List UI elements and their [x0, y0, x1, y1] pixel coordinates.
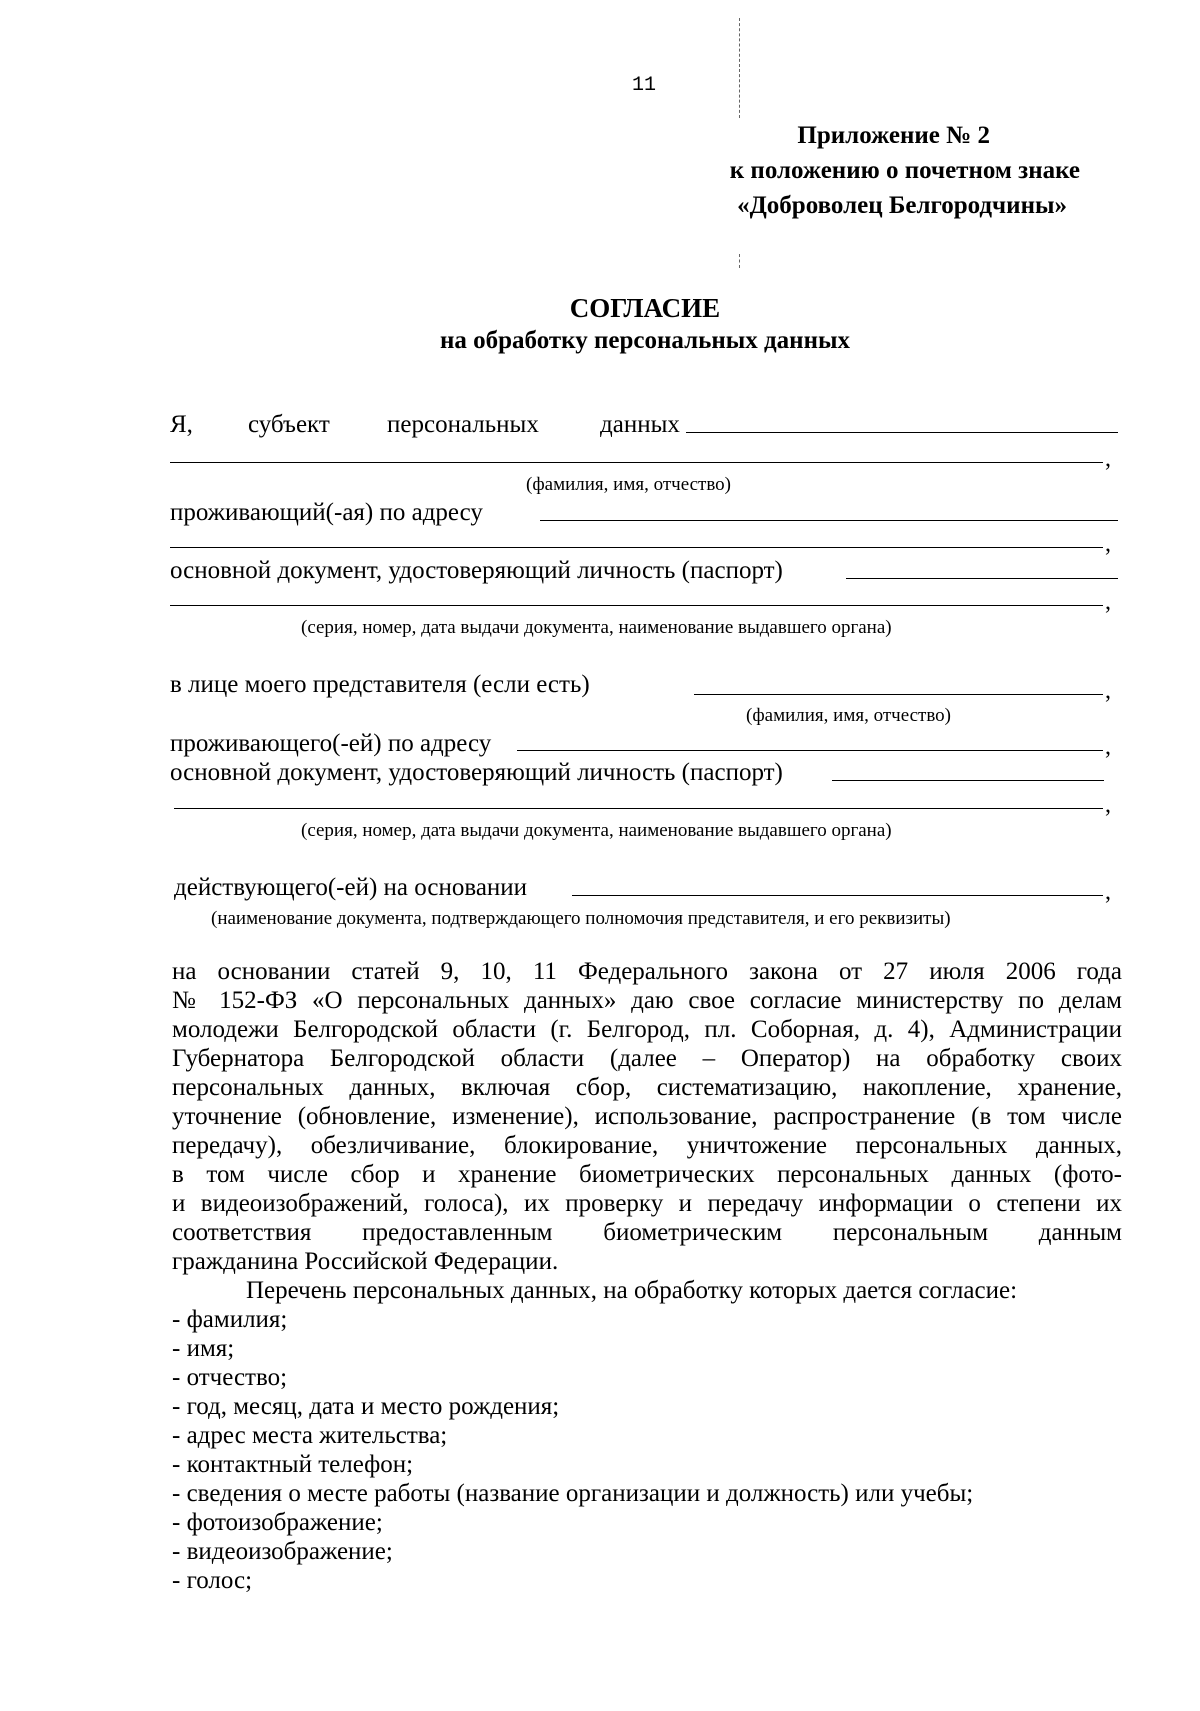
- caption-rep-passport: (серия, номер, дата выдачи документа, наименование выдавшего органа): [301, 820, 892, 841]
- subject-word-1: Я,: [170, 411, 193, 438]
- document-field[interactable]: [846, 578, 1118, 579]
- rep-address-field[interactable]: [517, 750, 1103, 751]
- document-title: СОГЛАСИЕ: [569, 293, 721, 323]
- caption-rep-fio: (фамилия, имя, отчество): [746, 705, 952, 726]
- basis-field[interactable]: [572, 895, 1103, 896]
- list-item: - отчество;: [172, 1364, 288, 1391]
- body-line: передачу), обезличивание, блокирование, уничтожение персональных данных,: [172, 1132, 1122, 1159]
- body-line: персональных данных, включая сбор, систематизацию, накопление, хранение,: [172, 1074, 1122, 1101]
- list-item: - год, месяц, дата и место рождения;: [172, 1393, 560, 1420]
- comma-mark: ,: [1105, 879, 1111, 905]
- caption-basis: (наименование документа, подтверждающего полномочия представителя, и его реквизиты): [211, 908, 951, 929]
- caption-fio: (фамилия, имя, отчество): [526, 474, 732, 495]
- body-line: молодежи Белгородской области (г. Белгород, пл. Соборная, д. 4), Администрации: [172, 1016, 1122, 1043]
- basis-label: действующего(-ей) на основании: [174, 874, 528, 901]
- comma-mark: ,: [1105, 792, 1111, 818]
- comma-mark: ,: [1105, 678, 1111, 704]
- subject-name-field[interactable]: [686, 432, 1118, 433]
- body-line: и видеоизображений, голоса), их проверку и передачу информации о степени их: [172, 1190, 1122, 1217]
- list-item: - голос;: [172, 1567, 253, 1594]
- cut-mark: [739, 18, 740, 118]
- body-line: Губернатора Белгородской области (далее – Оператор) на обработку своих: [172, 1045, 1122, 1072]
- address-field[interactable]: [540, 520, 1118, 521]
- subject-word-3: персональных: [387, 411, 539, 438]
- body-line: соответствия предоставленным биометрическим персональным данным: [172, 1219, 1122, 1246]
- body-line: № 152-ФЗ «О персональных данных» даю свое согласие министерству по делам: [172, 987, 1122, 1014]
- address-field-cont[interactable]: [170, 547, 1103, 548]
- rep-document-field-cont[interactable]: [174, 808, 1103, 809]
- list-item: - фамилия;: [172, 1306, 288, 1333]
- document-label: основной документ, удостоверяющий личность (паспорт): [170, 557, 783, 584]
- list-item: - фотоизображение;: [172, 1509, 383, 1536]
- list-intro: Перечень персональных данных, на обработку которых дается согласие:: [246, 1277, 1018, 1304]
- subject-word-2: субъект: [248, 411, 330, 438]
- appendix-number: Приложение № 2: [797, 122, 990, 149]
- rep-document-label: основной документ, удостоверяющий личность (паспорт): [170, 759, 783, 786]
- list-item: - видеоизображение;: [172, 1538, 393, 1565]
- comma-mark: ,: [1105, 446, 1111, 472]
- caption-passport: (серия, номер, дата выдачи документа, наименование выдавшего органа): [301, 617, 892, 638]
- list-item: - контактный телефон;: [172, 1451, 414, 1478]
- list-item: - сведения о месте работы (название организации и должность) или учебы;: [172, 1480, 974, 1507]
- document-field-cont[interactable]: [170, 605, 1103, 606]
- comma-mark: ,: [1105, 531, 1111, 557]
- representative-field[interactable]: [694, 694, 1103, 695]
- body-line: гражданина Российской Федерации.: [172, 1248, 559, 1275]
- subject-name-field-cont[interactable]: [170, 462, 1103, 463]
- list-item: - адрес места жительства;: [172, 1422, 448, 1449]
- cut-mark: [739, 254, 740, 268]
- rep-document-field[interactable]: [832, 780, 1104, 781]
- body-line: уточнение (обновление, изменение), использование, распространение (в том числе: [172, 1103, 1122, 1130]
- page-number: 11: [632, 74, 657, 97]
- list-item: - имя;: [172, 1335, 235, 1362]
- rep-address-label: проживающего(-ей) по адресу: [170, 730, 492, 757]
- body-line: в том числе сбор и хранение биометрических персональных данных (фото-: [172, 1161, 1122, 1188]
- appendix-reference: к положению о почетном знаке: [729, 157, 1080, 184]
- body-line: на основании статей 9, 10, 11 Федерального закона от 27 июля 2006 года: [172, 958, 1122, 985]
- representative-label: в лице моего представителя (если есть): [170, 671, 590, 698]
- comma-mark: ,: [1105, 734, 1111, 760]
- address-label: проживающий(-ая) по адресу: [170, 499, 483, 526]
- appendix-award-name: «Доброволец Белгородчины»: [737, 192, 1067, 219]
- document-subtitle: на обработку персональных данных: [440, 327, 850, 354]
- comma-mark: ,: [1105, 589, 1111, 615]
- subject-word-4: данных: [600, 411, 680, 438]
